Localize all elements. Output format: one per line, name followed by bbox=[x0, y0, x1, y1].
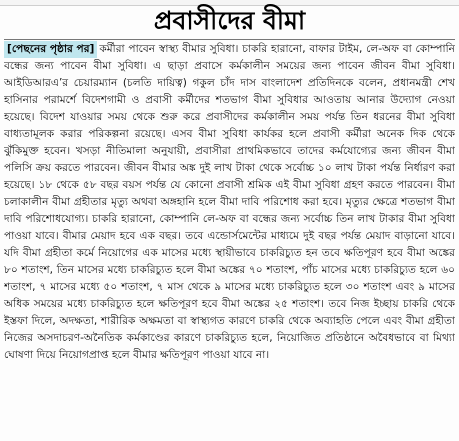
continued-from-previous-page-tag: [পেছনের পৃষ্ঠার পর] bbox=[4, 41, 97, 58]
article-body-column bbox=[4, 41, 455, 439]
article-body-text: কর্মীরা পাবেন স্বাস্থ্য বীমার সুবিধা। চাকরি হারানো, বাফার টাইম, লে-অফ বা কোম্পানি বন্ধের জন্য পাবেন বীমা সুবিধা। এ ছাড়া প্রবাসে কর্মকালীন সময়ের জন্য পাবেন জীবন বীমা সুবিধা। আইডিআরএ’র চেয়ারম্যান (চলতি দায়িত্ব) গকুল চাঁদ দাস বাংলাদেশ প্রতিদিনকে বলেন, প্রধানমন্ত্রী শেখ হাসিনার পরামর্শে বিদেশগামী ও প্রবাসী কর্মীদের শতভাগ বীমা সুবিধার আওতায় আনার উদ্যোগ নেওয়া হয়েছে। বিদেশ যাওয়ার সময় থেকে শুরু করে প্রবাসীদের কর্মকালীন সময় পর্যন্ত তিন ধরনের বীমা সুবিধা বাধ্যতামূলক করার পরিকল্পনা রয়েছে। এসব বীমা সুবিধা কার্যকর হলে প্রবাসী কর্মীরা অনেক দিক থেকে ঝুঁকিমুক্ত হবেন। খসড়া নীতিমালা অনুযায়ী, প্রবাসীরা প্রাথমিকভাবে তাদের কর্মযোগ্যের জন্য জীবন বীমা পলিসি ক্রয় করতে পারবেন। জীবন বীমার অঙ্ক দুই লাখ টাকা থেকে সর্বোচ্চ ১০ লাখ টাকা পর্যন্ত নির্ধারণ করা হয়েছে। ১৮ থেকে ৫৮ বছর বয়স পর্যন্ত যে কোনো প্রবাসী শ্রমিক এই বীমা সুবিধা গ্রহণ করতে পারবেন। বীমা চলাকালীন বীমা গ্রহীতার মৃত্যু অথবা অঙ্গহানি হলে বীমা দাবি পরিশোধ করা হবে। মৃত্যুর ক্ষেত্রে শতভাগ বীমা দাবি পরিশোধযোগ্য। চাকরি হারানো, কোম্পানি লে-অফ বা বন্ধের জন্য সর্বোচ্চ তিন লাখ টাকার বীমা সুবিধা পাওয়া যাবে। বীমার মেয়াদ হবে এক বছর। তবে এন্ডোর্সমেন্টের মাধ্যমে দুই বছর পর্যন্ত মেয়াদ বাড়ানো যাবে। যদি বীমা গ্রহীতা কর্মে নিয়োগের এক মাসের মধ্যে স্থায়ীভাবে চাকরিচ্যুত হন তবে ক্ষতিপূরণ হবে বীমা অঙ্কের ৮০ শতাংশ, তিন মাসের মধ্যে চাকরিচ্যুত হলে বীমা অঙ্কের ৭০ শতাংশ, পাঁচ মাসের মধ্যে চাকরিচ্যুত হলে ৬০ শতাংশ, ৭ মাসের মধ্যে ৫০ শতাংশ, ৭ মাস থেকে ৯ মাসের মধ্যে চাকরিচ্যুত হলে ৩০ শতাংশ এবং ৯ মাসের অধিক সময়ের মধ্যে চাকরিচ্যুত হলে ক্ষতিপূরণ হবে বীমা অঙ্কের ২৫ শতাংশ। তবে নিজ ইচ্ছায় চাকরি থেকে ইস্তফা দিলে, অদক্ষতা, শারীরিক অক্ষমতা বা স্বাস্থ্যগত কারণে চাকরি থেকে অব্যাহতি পেলে এবং বীমা গ্রহীতা নিজের অসদাচরণ-অনৈতিক কর্মকাণ্ডের কারণে চাকরিচ্যুত হলে, নিয়োজিত প্রতিষ্ঠানে অবৈধভাবে বা মিথ্যা ঘোষণা দিয়ে নিয়োগপ্রাপ্ত হলে বীমার ক্ষতিপূরণ পাওয়া যাবে না। bbox=[4, 43, 455, 361]
article-body bbox=[4, 41, 455, 364]
article-headline: প্রবাসীদের বীমা bbox=[153, 6, 306, 35]
headline-divider bbox=[4, 39, 455, 40]
